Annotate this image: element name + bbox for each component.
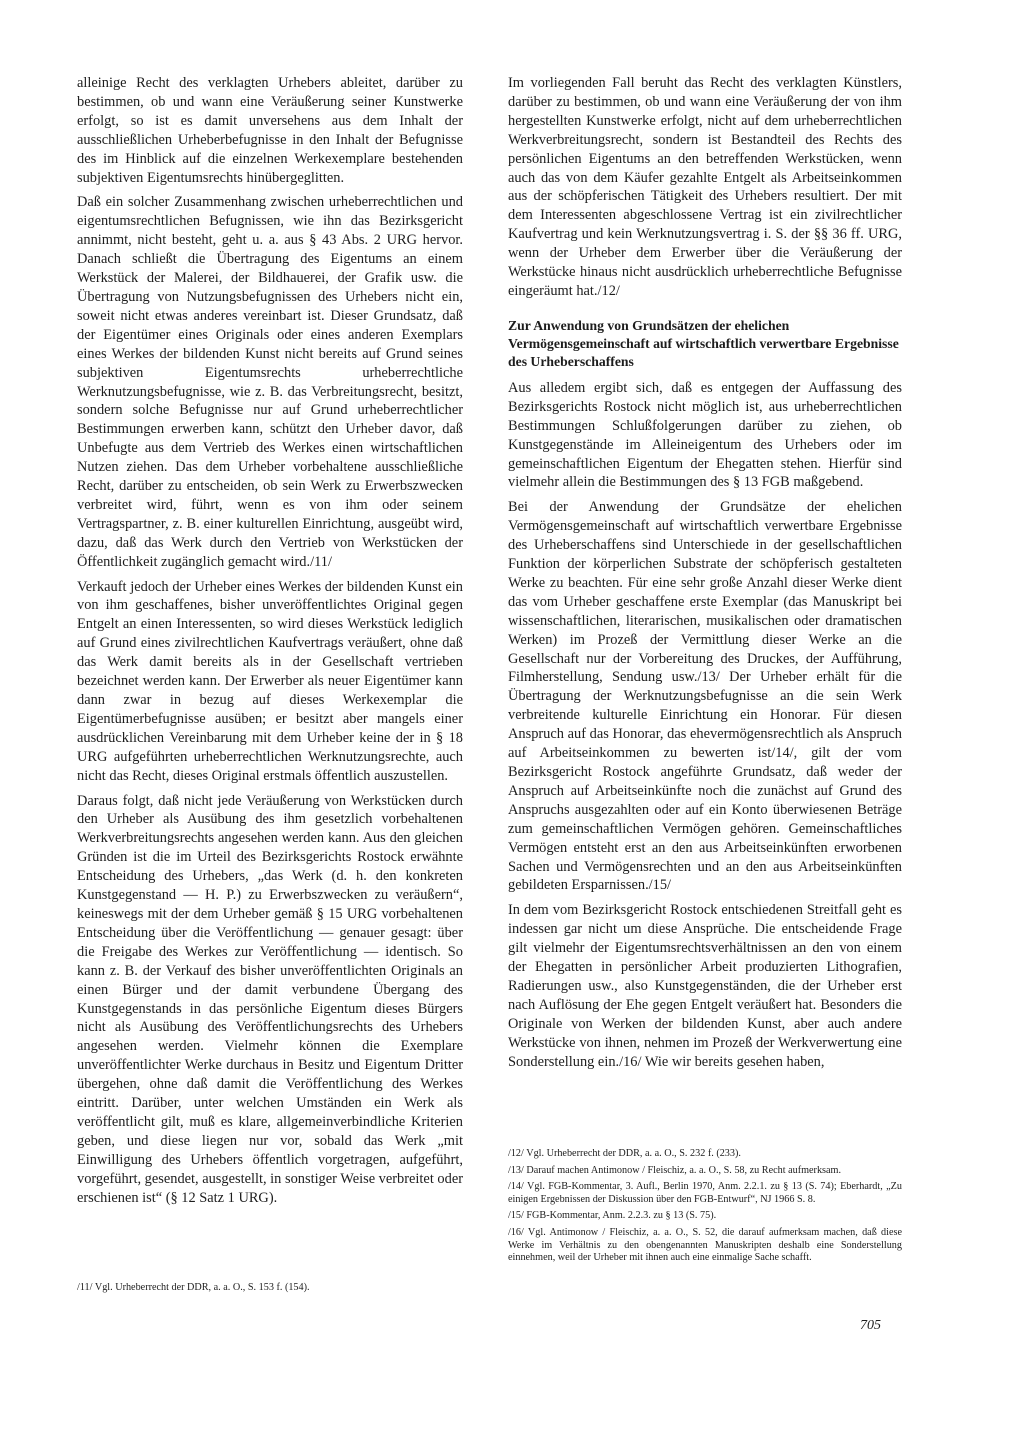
footnote: /11/ Vgl. Urheberrecht der DDR, a. a. O., S. 153 f. (154). [77,1282,310,1293]
body-paragraph: In dem vom Bezirksgericht Rostock entschiedenen Streitfall geht es indessen gar nicht um diese Ansprüche. Die entscheidende Frage gilt vielmehr der Eigentumsrechtsverhältnissen an den von einem der Ehegatten in persönlicher Arbeit produzierten Lithografien, Radierungen usw., also Kunstgegenständen, die der Urheber erst nach Auflösung der Ehe gegen Entgelt veräußert hat. Besonders die Originale von Werken der bildenden Kunst, aber auch andere Werkstücke von ihnen, nehmen im Prozeß der Werkverwertung eine Sonderstellung ein./16/ Wie wir bereits gesehen haben, [508,902,902,1070]
body-paragraph: Im vorliegenden Fall beruht das Recht des verklagten Künstlers, darüber zu bestimmen, ob und wann eine Veräußerung der von ihm hergestellten Kunstwerke erfolgt, nicht auf dem urheberrechtlichen Werkverbreitungsrecht, sondern ist Bestandteil des Rechts des persönlichen Eigentums an den betreffenden Werkstücken, wenn auch das von dem Käufer gezahlte Entgelt als Arbeitseinkommen aus der schöpferischen Tätigkeit des Urhebers resultiert. Der mit dem Interessenten abgeschlossene Vertrag ist ein zivilrechtlicher Kaufvertrag und kein Werknutzungsvertrag i. S. der §§ 36 ff. URG, wenn der Urheber dem Erwerber über die Veräußerung der Werkstücke hinaus nicht ausdrücklich urheberrechtliche Befugnisse eingeräumt hat./12/ [508,75,902,299]
footnote: /13/ Darauf machen Antimonow / Fleischiz, a. a. O., S. 58, zu Recht aufmerksam. [508,1164,841,1176]
body-paragraph: Aus alledem ergibt sich, daß es entgegen der Auffassung des Bezirksgerichts Rostock nicht möglich ist, aus urheberrechtlichen Bestimmungen Schlußfolgerungen darüber zu ziehen, ob Kunstgegenstände im Alleineigentum des Urhebers oder im gemeinschaftlichen Eigentum der Ehegatten stehen. Hierfür sind vielmehr allein die Bestimmungen des § 13 FGB maßgebend. [508,379,902,491]
left-footnotes [77,1282,463,1299]
right-column [508,74,902,1078]
body-paragraph: Bei der Anwendung der Grundsätze der ehelichen Vermögensgemeinschaft auf wirtschaftlich verwertbare Ergebnisse des Urheberschaffens sind Unterschiede in der gesellschaftlichen Funktion der körperlichen Substrate der schöpferisch gestalteten Werke zu beachten. Für eine sehr große Anzahl dieser Werke dient das vom Urheber geschaffene erste Exemplar (das Manuskript bei wissenschaftlichen, literarischen, musikalischen oder dramatischen Werken) im Prozeß der Vermittlung dieser Werke an die Gesellschaft nur der Vorbereitung des Druckes, der Aufführung, Filmherstellung, Sendung usw./13/ Der Urheber erhält für die Übertragung der Werknutzungsbefugnisse an die sein Werk verbreitende kulturelle Einrichtung ein Honorar. Für diesen Anspruch auf das Honorar, das ehevermögensrechtlich als Anspruch auf Arbeitseinkommen zu bewerten ist/14/, gilt der vom Bezirksgericht Rostock angeführte Grundsatz, daß weder der Anspruch auf Arbeitseinkünfte noch die zunächst auf Grund des Anspruchs ausgezahlten oder auf ein Konto überwiesenen Beträge zum gemeinschaftlichen Vermögen gehören. Gemeinschaftliches Vermögen entsteht erst an den aus Arbeitseinkünften erworbenen Sachen und Vermögensrechten und an den aus Arbeitseinkünften gebildeten Ersparnissen./15/ [508,499,902,894]
page-number: 705 [860,1318,881,1333]
section-heading: Zur Anwendung von Grundsätzen der ehelichen Vermögensgemeinschaft auf wirtschaftlich verwertbare Ergebnisse des Urheberschaffens [508,317,899,369]
footnote: /15/ FGB-Kommentar, Anm. 2.2.3. zu § 13 (S. 75). [508,1210,717,1222]
body-paragraph: alleinige Recht des verklagten Urhebers ableitet, darüber zu bestimmen, ob und wann eine Veräußerung seiner Kunstwerke erfolgt, so ist es damit unversehens aus dem Inhalt der ausschließlichen Urheberbefugnisse in den Inhalt der Befugnisse des im Hinblick auf die einzelnen Werkexemplare bestehenden subjektiven Eigentumsrechts hinübergeglitten. [77,75,463,186]
left-column [77,74,463,1213]
footnote: /14/ Vgl. FGB-Kommentar, 3. Aufl., Berlin 1970, Anm. 2.2.1. zu § 13 (S. 74); Eberhardt, „Zu einigen Ergebnissen der Diskussion über den FGB-Entwurf“, NJ 1966 S. 8. [508,1181,902,1205]
body-paragraph: Verkauft jedoch der Urheber eines Werkes der bildenden Kunst ein von ihm geschaffenes, bisher unveröffentlichtes Original gegen Entgelt an einen Interessenten, so wird dieses Werkstück lediglich auf Grund eines zivilrechtlichen Kaufvertrags veräußert, ohne daß das Werk damit bereits als in der Gesellschaft vertrieben bezeichnet werden kann. Der Erwerber als neuer Eigentümer kann dann zwar in bezug auf dieses Werkexemplar die Eigentümerbefugnisse ausüben; er besitzt aber mangels einer ausdrücklichen Vereinbarung mit dem Urheber keine der in § 18 URG aufgeführten urheberrechtlichen Werknutzungsrechte, auch nicht das Recht, dieses Original erstmals öffentlich auszustellen. [77,578,463,784]
body-paragraph: Daraus folgt, daß nicht jede Veräußerung von Werkstücken durch den Urheber als Ausübung des ihm gesetzlich vorbehaltenen Werkverbreitungsrechts angesehen werden kann. Aus den gleichen Gründen ist die im Urteil des Bezirksgerichts Rostock erwähnte Entscheidung des Urhebers, „das Werk (d. h. den konkreten Kunstgegenstand — H. P.) zu Erwerbszwecken zu veräußern“, keineswegs mit der dem Urheber gemäß § 15 URG vorbehaltenen Entscheidung über die Veröffentlichung — genauer gesagt: über die Freigabe des Werkes zur Veröffentlichung — identisch. So kann z. B. der Verkauf des bisher unveröffentlichten Originals an einen Bürger und der damit verbundene Übergang des Kunstgegenstands in das persönliche Eigentum dieses Bürgers nicht als Ausübung des Veröffentlichungsrechts des Urhebers angesehen werden. Vielmehr können die Exemplare unveröffentlichter Werke durchaus in Besitz und Eigentum Dritter übergehen, ohne daß damit die Veröffentlichung des Werkes eintritt. Darüber, unter welchen Umständen ein Werk als veröffentlicht gilt, muß es klare, allgemeinverbindliche Kriterien geben, und diese liegen nur vor, sobald das Werk „mit Einwilligung des Urhebers öffentlich vorgetragen, aufgeführt, vorgeführt, gesendet, ausgestellt, in sonstiger Weise verbreitet oder erschienen ist“ (§ 12 Satz 1 URG). [77,792,463,1206]
footnote: /16/ Vgl. Antimonow / Fleischiz, a. a. O., S. 52, die darauf aufmerksam machen, daß diese Werke im Verhältnis zu den obengenannten Manuskripten deshalb eine Sonderstellung einnehmen, weil der Urheber mit ihnen auch eine einmalige Sache schafft. [508,1226,902,1264]
footnote: /12/ Vgl. Urheberrecht der DDR, a. a. O., S. 232 f. (233). [508,1148,741,1159]
body-paragraph: Daß ein solcher Zusammenhang zwischen urheberrechtlichen und eigentumsrechtlichen Befugnissen, wie ihn das Bezirksgericht annimmt, nicht besteht, geht u. a. aus § 43 Abs. 2 URG hervor. Danach schließt die Übertragung des Eigentums an einem Werkstück der Malerei, der Bildhauerei, der Grafik usw. die Übertragung von Nutzungsbefugnissen des Urhebers nicht ein, soweit nicht etwas anderes vereinbart ist. Dieser Grundsatz, daß der Eigentümer eines Originals oder eines anderen Exemplars eines Werkes der bildenden Kunst nicht bereits auf Grund seines subjektiven Eigentumsrechts urheberrechtliche Werknutzungsbefugnisse, wie z. B. das Verbreitungsrecht, besitzt, sondern solche Befugnisse nur auf Grund urheberrechtlicher Bestimmungen erwerben kann, schützt den Urheber davor, daß Unbefugte aus dem Vertrieb des Werkes einen wirtschaftlichen Nutzen ziehen. Das dem Urheber vorbehaltene ausschließliche Recht, darüber zu entscheiden, ob sein Werk zu Erwerbszwecken verbreitet wird, führt, wenn es von ihm oder seinem Vertragspartner, z. B. einer kulturellen Einrichtung, ausgeübt wird, dazu, daß das Werk durch den Vertrieb von Werkstücken der Öffentlichkeit zugänglich gemacht wird./11/ [77,194,463,570]
right-footnotes [508,1148,902,1269]
